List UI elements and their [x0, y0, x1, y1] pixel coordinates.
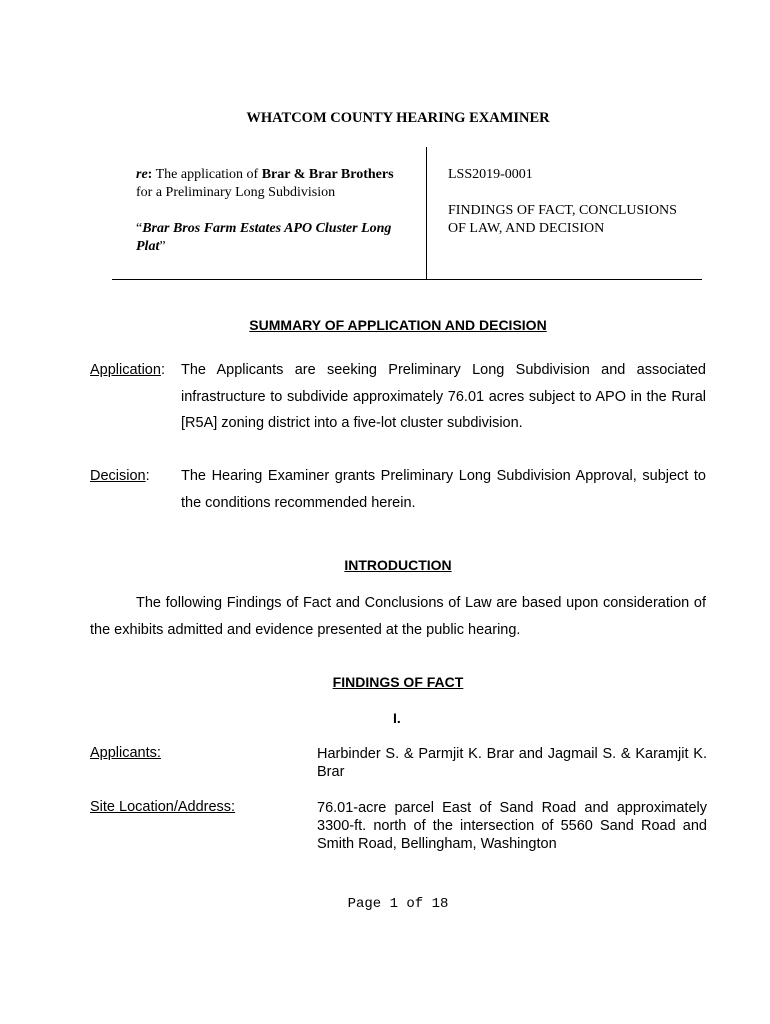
applicants-label: Applicants:: [90, 745, 161, 761]
open-quote: “: [136, 221, 143, 236]
application-label-text: Application: [90, 362, 161, 378]
decision-label-colon: :: [145, 468, 150, 484]
summary-heading: SUMMARY OF APPLICATION AND DECISION: [249, 317, 547, 333]
project-name: Brar Bros Farm Estates APO Cluster Long Plat: [136, 221, 392, 254]
applicant-name: Brar & Brar Brothers: [261, 167, 394, 182]
findings-heading: FINDINGS OF FACT: [332, 674, 464, 690]
caption-rule: [112, 279, 702, 280]
application-label: [90, 362, 165, 378]
decision-label-text: Decision: [90, 468, 146, 484]
introduction-text: The following Findings of Fact and Conclusions of Law are based upon consideration of the exhibits admitted and evidence presented at the public hearing.: [90, 595, 706, 638]
page-number: Page 1 of 18: [347, 896, 449, 912]
caption-left-block: [136, 166, 406, 256]
document-title: WHATCOM COUNTY HEARING EXAMINER: [246, 110, 550, 126]
introduction-paragraph: [90, 590, 706, 644]
application-text: The Applicants are seeking Preliminary Long Subdivision and associated infrastructure to subdivide approximately 76.01 acres subject to APO in the Rural [R5A] zoning district into a five-lot cluster subdivision.: [181, 362, 706, 431]
site-location-label: Site Location/Address:: [90, 799, 236, 815]
re-colon: :: [147, 167, 153, 182]
application-intro: The application of: [152, 167, 262, 182]
application-suffix: for a Preliminary Long Subdivision: [136, 185, 336, 200]
section-number: I.: [393, 710, 401, 726]
re-prefix: re: [136, 167, 148, 182]
project-name-line: [136, 220, 406, 256]
application-label-colon: :: [160, 362, 165, 378]
close-quote: ”: [159, 239, 166, 254]
case-number: LSS2019-0001: [448, 167, 533, 182]
decision-label: [90, 468, 150, 484]
caption-divider: [426, 147, 427, 279]
introduction-heading: INTRODUCTION: [344, 557, 452, 573]
caption-right-block: [448, 166, 688, 238]
caption-application-text: [136, 166, 406, 202]
decision-text: The Hearing Examiner grants Preliminary Long Subdivision Approval, subject to the conditions recommended herein.: [181, 468, 706, 511]
applicants-value: Harbinder S. & Parmjit K. Brar and Jagmail S. & Karamjit K. Brar: [317, 746, 707, 780]
site-location-value: 76.01-acre parcel East of Sand Road and approximately 3300-ft. north of the intersection of 5560 Sand Road and Smith Road, Bellingham, Washington: [317, 800, 707, 852]
document-type: FINDINGS OF FACT, CONCLUSIONS OF LAW, AND DECISION: [448, 203, 677, 236]
